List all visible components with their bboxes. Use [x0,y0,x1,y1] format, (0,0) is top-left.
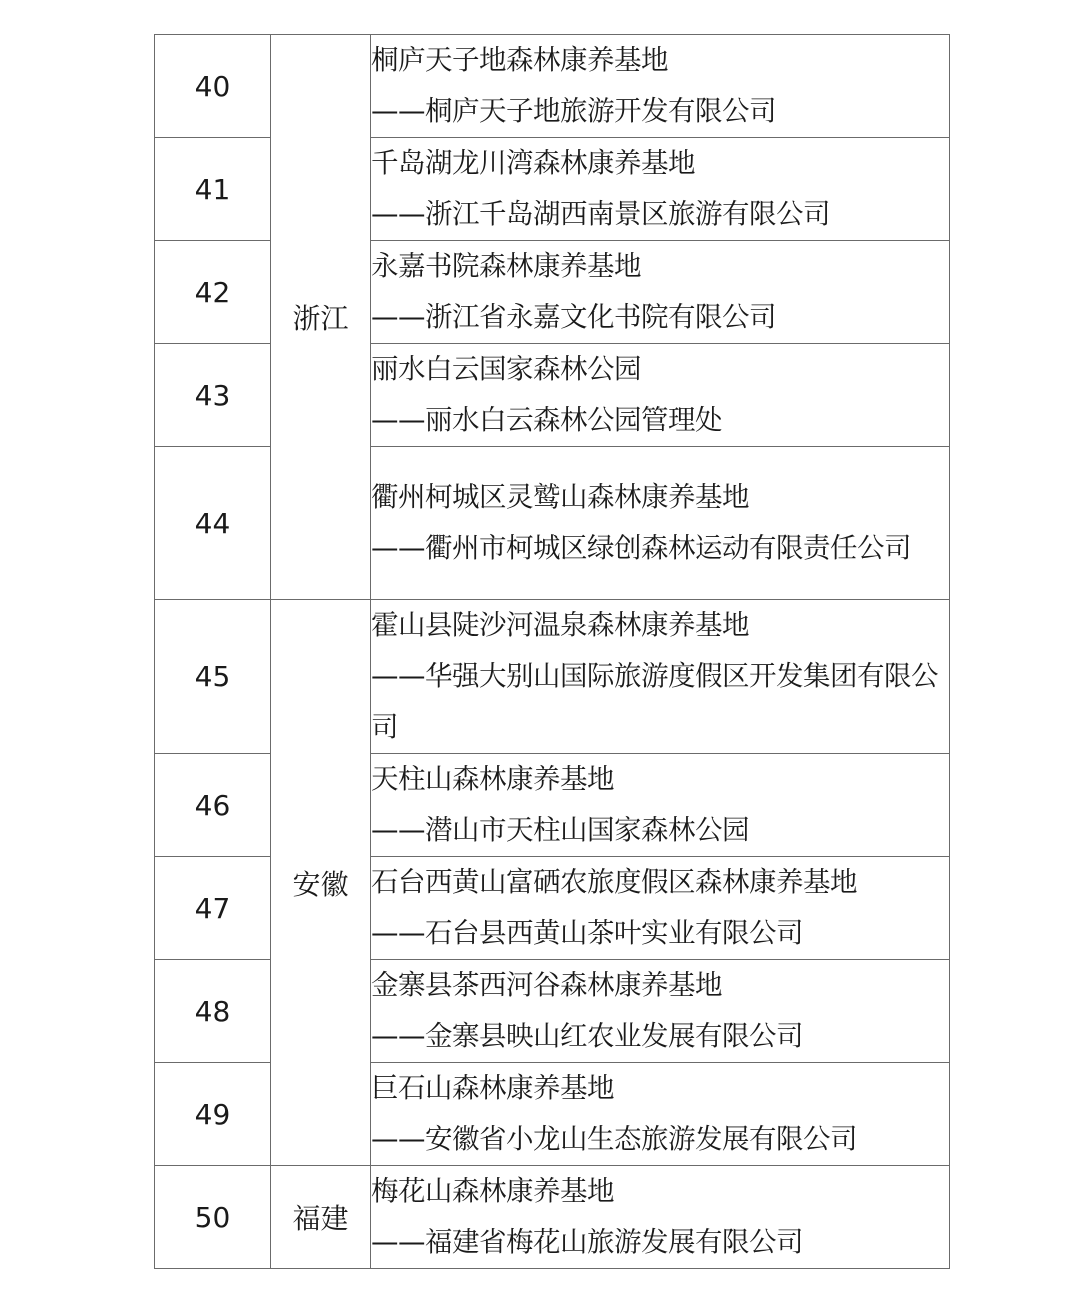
base-name: 衢州柯城区灵鹫山森林康养基地 [371,481,749,513]
base-cell [371,344,950,447]
row-number: 43 [155,344,271,447]
province-cell: 福建 [271,1166,371,1269]
operator-name: ——桐庐天子地旅游开发有限公司 [371,95,776,127]
base-cell [371,960,950,1063]
base-name: 丽水白云国家森林公园 [371,353,641,385]
base-name: 梅花山森林康养基地 [371,1175,614,1207]
row-number: 41 [155,138,271,241]
base-name: 金寨县茶西河谷森林康养基地 [371,969,722,1001]
base-cell [371,35,950,138]
base-name: 巨石山森林康养基地 [371,1072,614,1104]
base-cell [371,447,950,600]
base-cell [371,1063,950,1166]
province-cell: 浙江 [271,35,371,600]
row-number: 49 [155,1063,271,1166]
base-cell [371,241,950,344]
province-cell: 安徽 [271,600,371,1166]
operator-name: ——浙江省永嘉文化书院有限公司 [371,301,776,333]
base-cell [371,138,950,241]
row-number: 44 [155,447,271,600]
row-number: 46 [155,754,271,857]
operator-name: ——福建省梅花山旅游发展有限公司 [371,1226,803,1258]
table-row [155,35,950,138]
base-name: 天柱山森林康养基地 [371,763,614,795]
base-cell [371,600,950,754]
base-list-table [154,34,950,1269]
row-number: 50 [155,1166,271,1269]
base-name: 千岛湖龙川湾森林康养基地 [371,147,695,179]
row-number: 48 [155,960,271,1063]
base-name: 霍山县陡沙河温泉森林康养基地 [371,609,749,641]
row-number: 40 [155,35,271,138]
base-name: 桐庐天子地森林康养基地 [371,44,668,76]
row-number: 47 [155,857,271,960]
operator-name: ——石台县西黄山茶叶实业有限公司 [371,917,803,949]
row-number: 45 [155,600,271,754]
base-name: 石台西黄山富硒农旅度假区森林康养基地 [371,866,857,898]
base-name: 永嘉书院森林康养基地 [371,250,641,282]
base-cell [371,857,950,960]
base-cell [371,754,950,857]
operator-name: ——金寨县映山红农业发展有限公司 [371,1020,803,1052]
operator-name: ——浙江千岛湖西南景区旅游有限公司 [371,198,830,230]
operator-name: ——安徽省小龙山生态旅游发展有限公司 [371,1123,857,1155]
table-row [155,600,950,754]
operator-name: ——潜山市天柱山国家森林公园 [371,814,749,846]
operator-name: ——华强大别山国际旅游度假区开发集团有限公司 [371,660,938,743]
operator-name: ——丽水白云森林公园管理处 [371,404,722,436]
base-cell [371,1166,950,1269]
row-number: 42 [155,241,271,344]
operator-name: ——衢州市柯城区绿创森林运动有限责任公司 [371,532,911,564]
table-row [155,1166,950,1269]
